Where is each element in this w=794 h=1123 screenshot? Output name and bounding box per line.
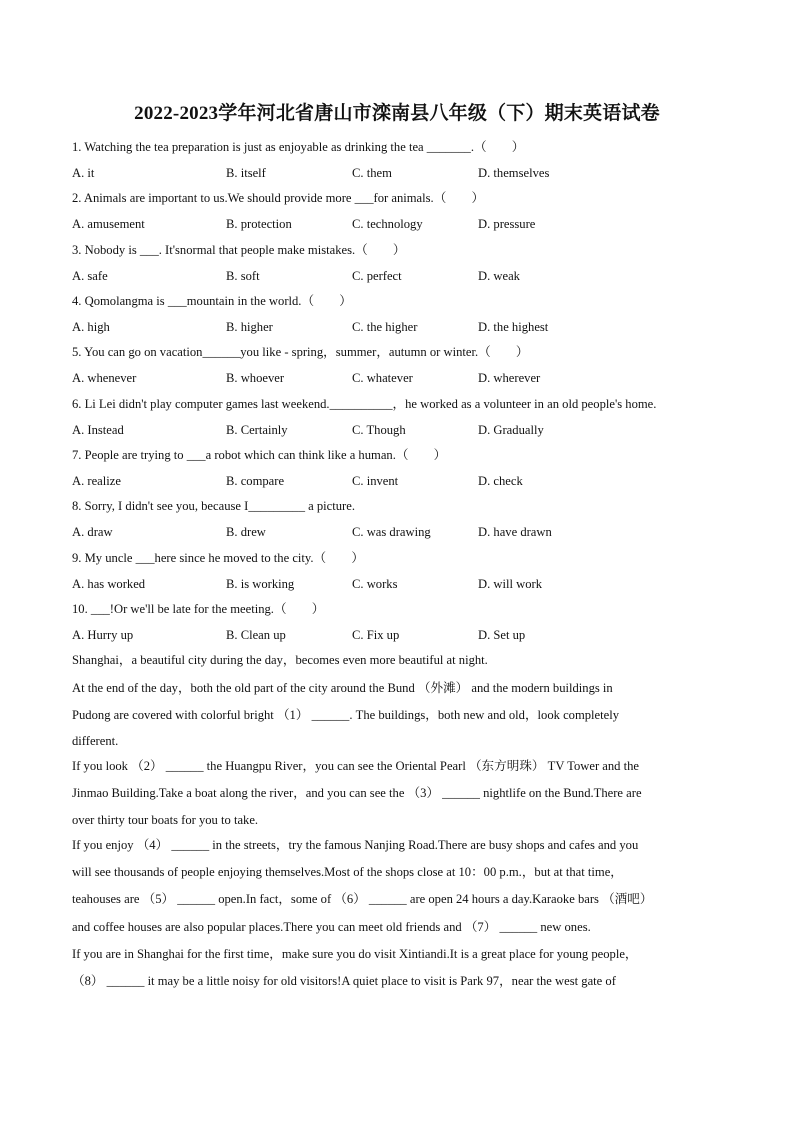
question-3-option-a: A. safe <box>72 269 108 283</box>
question-2-option-d: D. pressure <box>478 217 536 231</box>
question-7-option-d: D. check <box>478 474 523 488</box>
question-3-option-d: D. weak <box>478 269 520 283</box>
question-3-stem: 3. Nobody is ___. It'snormal that people make mistakes.（ ） <box>72 243 406 257</box>
passage-line: Pudong are covered with colorful bright （1） ______. The buildings，both new and old，look completely <box>72 708 620 722</box>
passage-line: different. <box>72 734 119 748</box>
question-1-option-b: B. itself <box>226 166 266 180</box>
passage-line: If you look （2） ______ the Huangpu River，you can see the Oriental Pearl （东方明珠） TV Tower and the <box>72 759 640 773</box>
question-7-stem: 7. People are trying to ___a robot which can think like a human.（ ） <box>72 448 447 462</box>
question-2-stem: 2. Animals are important to us.We should provide more ___for animals.（ ） <box>72 191 485 205</box>
question-10-option-a: A. Hurry up <box>72 628 134 642</box>
question-10-option-b: B. Clean up <box>226 628 286 642</box>
question-10-option-d: D. Set up <box>478 628 526 642</box>
passage-line: Shanghai，a beautiful city during the day，becomes even more beautiful at night. <box>72 653 488 667</box>
question-8-option-a: A. draw <box>72 525 113 539</box>
question-9-option-c: C. works <box>352 577 398 591</box>
exam-title: 2022-2023学年河北省唐山市滦南县八年级（下）期末英语试卷 <box>134 103 660 124</box>
passage-line: If you are in Shanghai for the first time，make sure you do visit Xintiandi.It is a great place for young people， <box>72 947 638 961</box>
question-8-option-d: D. have drawn <box>478 525 552 539</box>
question-4-option-a: A. high <box>72 320 110 334</box>
question-10-stem: 10. ___!Or we'll be late for the meeting.（ ） <box>72 602 325 616</box>
question-9-option-a: A. has worked <box>72 577 146 591</box>
question-3-option-b: B. soft <box>226 269 260 283</box>
question-6-option-b: B. Certainly <box>226 423 288 437</box>
passage-line: will see thousands of people enjoying themselves.Most of the shops close at 10：00 p.m.，but at that time， <box>72 865 623 879</box>
passage-line: and coffee houses are also popular places.There you can meet old friends and （7） ______ new ones. <box>72 920 591 934</box>
question-7-option-c: C. invent <box>352 474 399 488</box>
question-1-stem: 1. Watching the tea preparation is just as enjoyable as drinking the tea _______.（ ） <box>72 140 525 154</box>
question-6-option-a: A. Instead <box>72 423 124 437</box>
question-2-option-a: A. amusement <box>72 217 145 231</box>
question-5-option-c: C. whatever <box>352 371 413 385</box>
question-5-stem: 5. You can go on vacation______you like - spring，summer，autumn or winter.（ ） <box>72 345 529 359</box>
question-4-option-d: D. the highest <box>478 320 549 334</box>
question-4-option-c: C. the higher <box>352 320 418 334</box>
question-10-option-c: C. Fix up <box>352 628 400 642</box>
question-4-option-b: B. higher <box>226 320 273 334</box>
question-4-stem: 4. Qomolangma is ___mountain in the world.（ ） <box>72 294 352 308</box>
question-2-option-c: C. technology <box>352 217 423 231</box>
question-9-stem: 9. My uncle ___here since he moved to the city.（ ） <box>72 551 364 565</box>
question-8-option-b: B. drew <box>226 525 266 539</box>
question-8-stem: 8. Sorry, I didn't see you, because I_________ a picture. <box>72 499 355 513</box>
question-1-option-c: C. them <box>352 166 392 180</box>
question-5-option-a: A. whenever <box>72 371 137 385</box>
question-6-option-c: C. Though <box>352 423 406 437</box>
question-1-option-a: A. it <box>72 166 95 180</box>
question-5-option-b: B. whoever <box>226 371 285 385</box>
passage-line: over thirty tour boats for you to take. <box>72 813 259 827</box>
passage-line: teahouses are （5） ______ open.In fact，some of （6） ______ are open 24 hours a day.Karaoke bars （酒吧） <box>72 892 653 906</box>
question-5-option-d: D. wherever <box>478 371 541 385</box>
question-9-option-d: D. will work <box>478 577 543 591</box>
question-9-option-b: B. is working <box>226 577 295 591</box>
question-7-option-a: A. realize <box>72 474 121 488</box>
question-7-option-b: B. compare <box>226 474 285 488</box>
question-3-option-c: C. perfect <box>352 269 402 283</box>
question-6-option-d: D. Gradually <box>478 423 544 437</box>
passage-line: At the end of the day，both the old part of the city around the Bund （外滩） and the modern buildings in <box>72 681 613 695</box>
question-6-stem: 6. Li Lei didn't play computer games last weekend.__________，he worked as a volunteer in an old people's home. <box>72 397 657 411</box>
passage-line: Jinmao Building.Take a boat along the river，and you can see the （3） ______ nightlife on the Bund.There are <box>72 786 642 800</box>
passage-line: If you enjoy （4） ______ in the streets，try the famous Nanjing Road.There are busy shops and cafes and you <box>72 838 639 852</box>
passage-line: （8） ______ it may be a little noisy for old visitors!A quiet place to visit is Park 97，near the west gate of <box>72 974 616 988</box>
question-8-option-c: C. was drawing <box>352 525 431 539</box>
question-2-option-b: B. protection <box>226 217 292 231</box>
question-1-option-d: D. themselves <box>478 166 550 180</box>
